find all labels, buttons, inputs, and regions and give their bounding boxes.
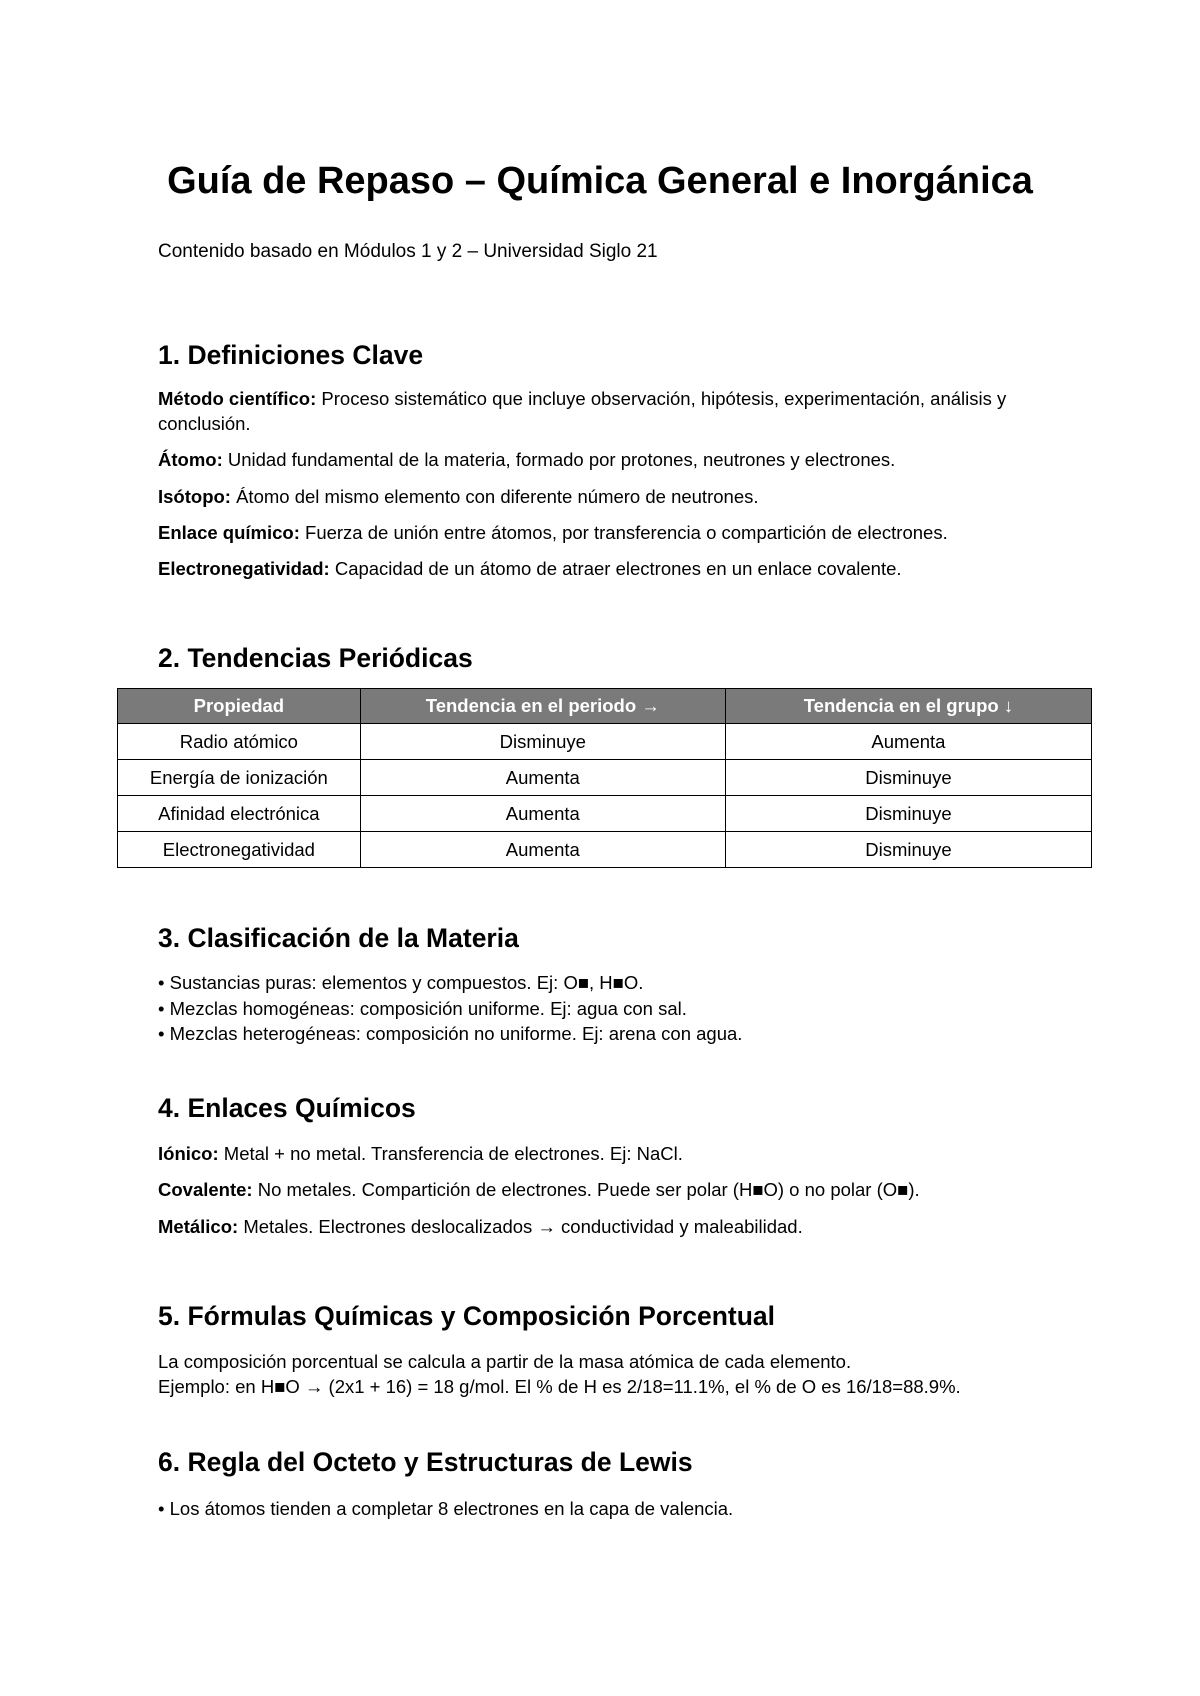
definition-metalico xyxy=(158,1214,1058,1239)
periodic-trends-table xyxy=(117,688,1092,868)
definition-text: No metales. Compartición de electrones. Puede ser polar (H■O) o no polar (O■). xyxy=(252,1179,920,1200)
table-row xyxy=(118,832,1092,868)
table-header-cell: Tendencia en el grupo ↓ xyxy=(725,689,1091,724)
definition-term: Átomo: xyxy=(158,449,223,470)
section-heading-octeto: 6. Regla del Octeto y Estructuras de Lewis xyxy=(158,1447,693,1477)
table-cell: Aumenta xyxy=(360,832,725,868)
table-row xyxy=(118,796,1092,832)
table-cell: Disminuye xyxy=(725,796,1091,832)
table-cell: Aumenta xyxy=(360,760,725,796)
definition-text: Metal + no metal. Transferencia de electrones. Ej: NaCl. xyxy=(218,1143,683,1164)
definition-text: Capacidad de un átomo de atraer electrones en un enlace covalente. xyxy=(329,558,902,579)
section-heading-enlaces: 4. Enlaces Químicos xyxy=(158,1093,416,1123)
definition-text: Átomo del mismo elemento con diferente número de neutrones. xyxy=(230,486,759,507)
table-cell: Afinidad electrónica xyxy=(118,796,361,832)
definition-enlace-quimico xyxy=(158,520,1058,545)
definition-term: Iónico: xyxy=(158,1143,219,1164)
definition-text: Fuerza de unión entre átomos, por transferencia o compartición de electrones. xyxy=(299,522,948,543)
table-row xyxy=(118,724,1092,760)
definition-term: Isótopo: xyxy=(158,486,231,507)
document-subtitle: Contenido basado en Módulos 1 y 2 – Universidad Siglo 21 xyxy=(158,241,658,262)
definition-covalente xyxy=(158,1177,1058,1202)
table-header-cell: Propiedad xyxy=(118,689,361,724)
document-title: Guía de Repaso – Química General e Inorgánica xyxy=(167,160,1033,202)
definition-text: Metales. Electrones deslocalizados → conductividad y maleabilidad. xyxy=(238,1216,803,1237)
section-heading-clasificacion: 3. Clasificación de la Materia xyxy=(158,923,519,953)
definition-metodo-cientifico xyxy=(158,386,1058,436)
definition-isotopo xyxy=(158,484,1058,509)
bullet-item: • Mezclas heterogéneas: composición no uniforme. Ej: arena con agua. xyxy=(158,1023,743,1044)
paragraph-line: Ejemplo: en H■O → (2x1 + 16) = 18 g/mol. El % de H es 2/18=11.1%, el % de O es 16/18=88.9%. xyxy=(158,1376,961,1397)
table-header-row xyxy=(118,689,1092,724)
table-cell: Disminuye xyxy=(360,724,725,760)
definition-term: Enlace químico: xyxy=(158,522,300,543)
table-header-cell: Tendencia en el periodo → xyxy=(360,689,725,724)
section-heading-tendencias: 2. Tendencias Periódicas xyxy=(158,643,473,673)
definition-electronegatividad xyxy=(158,556,1058,581)
table-cell: Aumenta xyxy=(725,724,1091,760)
table-cell: Radio atómico xyxy=(118,724,361,760)
paragraph-line: La composición porcentual se calcula a partir de la masa atómica de cada elemento. xyxy=(158,1351,852,1372)
definition-ionico xyxy=(158,1141,1058,1166)
table-row xyxy=(118,760,1092,796)
definition-term: Método científico: xyxy=(158,388,317,409)
section-heading-definiciones: 1. Definiciones Clave xyxy=(158,340,424,370)
table-cell: Disminuye xyxy=(725,760,1091,796)
bullet-item: • Los átomos tienden a completar 8 electrones en la capa de valencia. xyxy=(158,1498,734,1519)
definition-term: Covalente: xyxy=(158,1179,253,1200)
definition-term: Electronegatividad: xyxy=(158,558,330,579)
bullet-item: • Sustancias puras: elementos y compuestos. Ej: O■, H■O. xyxy=(158,972,644,993)
table-cell: Energía de ionización xyxy=(118,760,361,796)
table-cell: Electronegatividad xyxy=(118,832,361,868)
bullet-item: • Mezclas homogéneas: composición uniforme. Ej: agua con sal. xyxy=(158,998,687,1019)
definition-term: Metálico: xyxy=(158,1216,239,1237)
definition-text: Proceso sistemático que incluye observación, hipótesis, experimentación, análisis y conclusión. xyxy=(158,388,1007,434)
table-cell: Aumenta xyxy=(360,796,725,832)
table-cell: Disminuye xyxy=(725,832,1091,868)
definition-atomo xyxy=(158,447,1058,472)
definition-text: Unidad fundamental de la materia, formado por protones, neutrones y electrones. xyxy=(222,449,896,470)
section-heading-formulas: 5. Fórmulas Químicas y Composición Porcentual xyxy=(158,1301,776,1331)
